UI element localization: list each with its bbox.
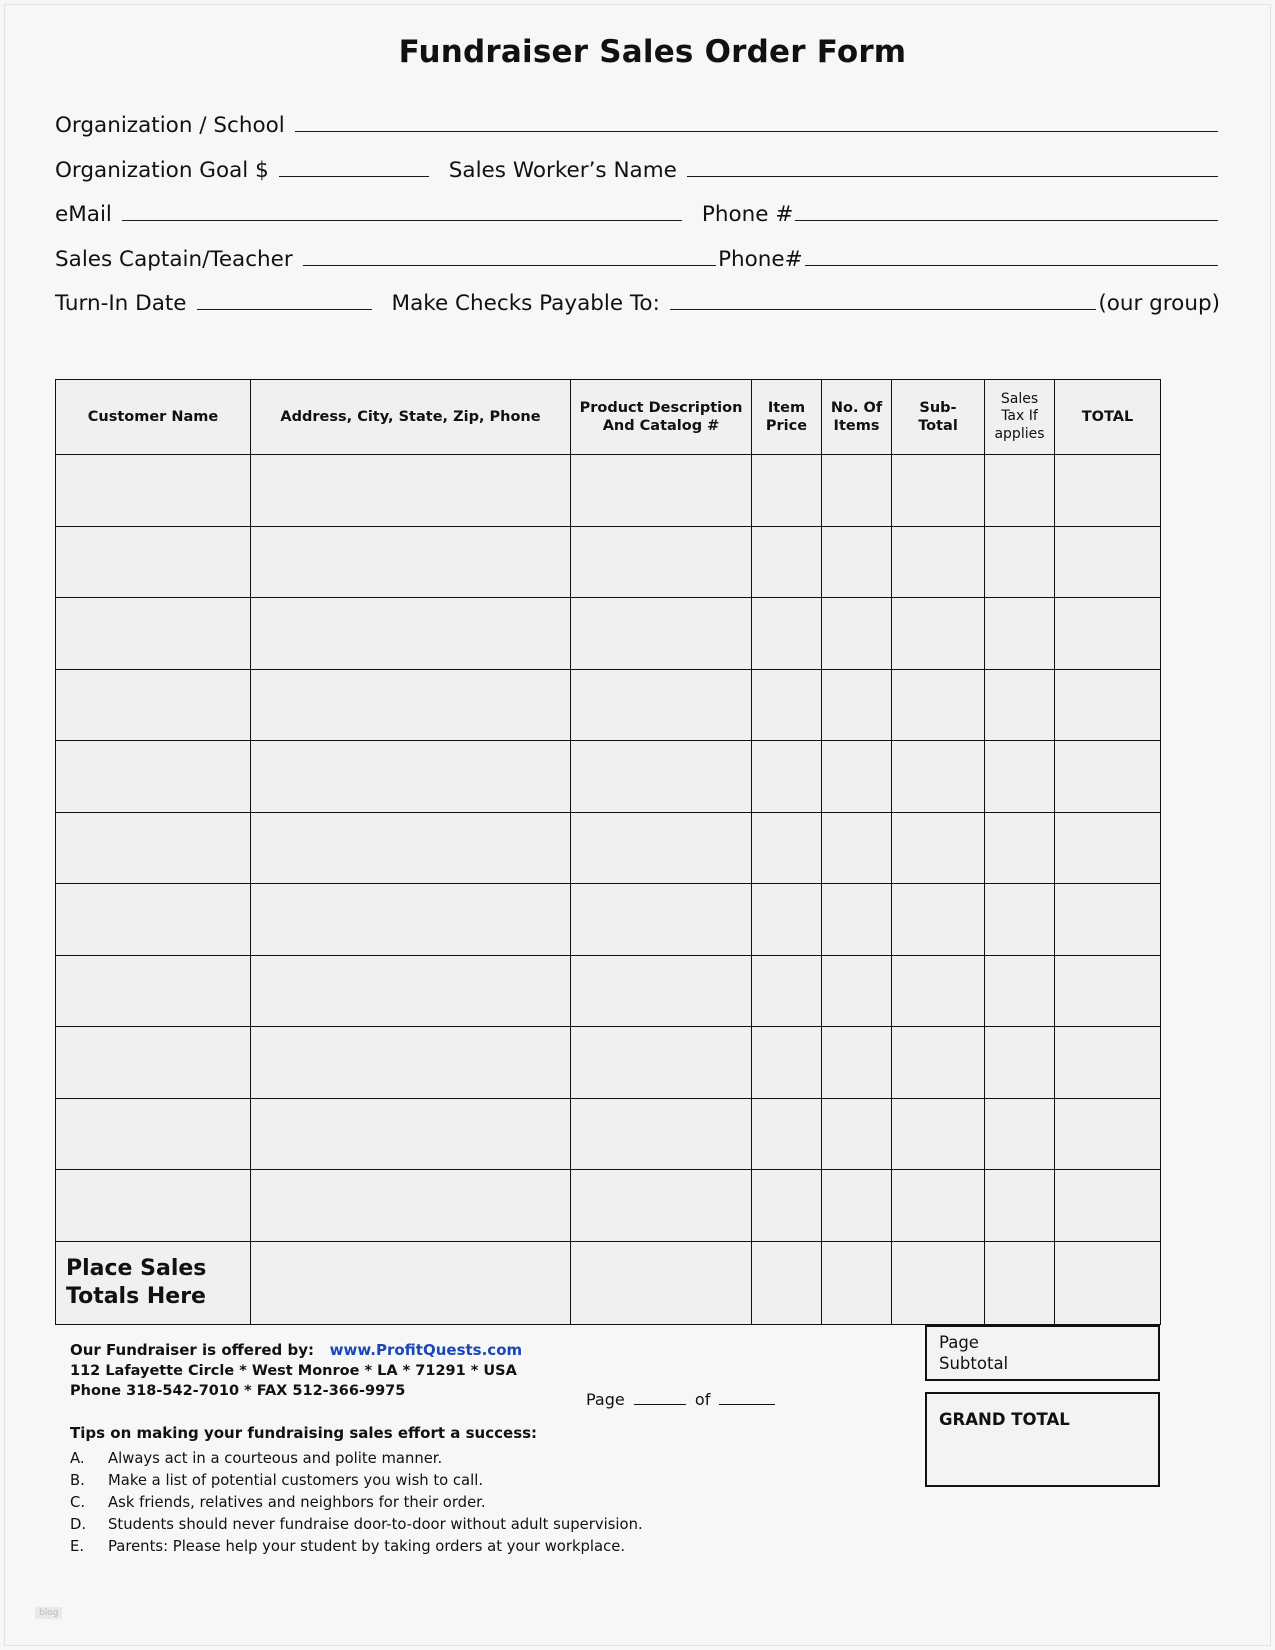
cell-address[interactable] <box>251 1027 571 1099</box>
turn-in-date-label: Turn-In Date <box>55 291 187 316</box>
cell-no-items[interactable] <box>822 955 892 1027</box>
cell-no-items[interactable] <box>822 1170 892 1242</box>
tip-text: Make a list of potential customers you wish to call. <box>108 1471 484 1489</box>
field-turn-in-date <box>55 292 1220 315</box>
cell-no-items[interactable] <box>822 884 892 956</box>
captain-phone-input[interactable] <box>805 248 1218 266</box>
cell-sub-total[interactable] <box>892 669 985 741</box>
field-email-phone <box>55 203 1220 226</box>
cell-total[interactable] <box>1055 455 1161 527</box>
cell-no-items[interactable] <box>822 741 892 813</box>
list-item <box>70 1492 830 1514</box>
field-sales-captain <box>55 248 1220 271</box>
page-count-input[interactable] <box>719 1390 775 1405</box>
table-body <box>56 455 1161 1325</box>
cell-customer-name[interactable] <box>56 812 251 884</box>
our-group-note: (our group) <box>1098 291 1220 316</box>
list-item <box>70 1470 830 1492</box>
cell-item-price[interactable] <box>752 884 822 956</box>
table-row <box>56 455 1161 527</box>
cell-sales-tax[interactable] <box>985 455 1055 527</box>
cell-item-price[interactable] <box>752 455 822 527</box>
table-row <box>56 1027 1161 1099</box>
form-fields <box>55 114 1220 315</box>
header-sales-tax: Sales Tax If applies <box>985 380 1055 455</box>
make-checks-payable-label: Make Checks Payable To: <box>391 291 660 316</box>
cell-sub-total[interactable] <box>892 812 985 884</box>
cell-no-items[interactable] <box>822 812 892 884</box>
cell-sales-tax[interactable] <box>985 1170 1055 1242</box>
sales-worker-name-input[interactable] <box>687 159 1218 177</box>
place-sales-totals-label: Place Sales Totals Here <box>56 1241 251 1325</box>
header-no-of-items: No. Of Items <box>822 380 892 455</box>
totals-cell-total[interactable] <box>1055 1241 1161 1325</box>
page-label: Page <box>586 1390 625 1409</box>
captain-phone-label: Phone# <box>718 246 803 272</box>
organization-school-label: Organization / School <box>55 113 285 138</box>
list-item <box>70 1536 830 1558</box>
footer <box>70 1340 830 1559</box>
page-subtotal-box[interactable] <box>925 1325 1160 1381</box>
cell-customer-name[interactable] <box>56 455 251 527</box>
cell-customer-name[interactable] <box>56 526 251 598</box>
cell-no-items[interactable] <box>822 526 892 598</box>
totals-cell-no-items[interactable] <box>822 1241 892 1325</box>
order-table <box>55 379 1161 1325</box>
table-row <box>56 812 1161 884</box>
company-address: 112 Lafayette Circle * West Monroe * LA * 71291 * USA <box>70 1363 517 1380</box>
cell-address[interactable] <box>251 455 571 527</box>
phone-label: Phone # <box>701 202 794 227</box>
cell-sales-tax[interactable] <box>985 1098 1055 1170</box>
blog-watermark: blog <box>35 1607 62 1619</box>
cell-sales-tax[interactable] <box>985 598 1055 670</box>
cell-no-items[interactable] <box>822 1027 892 1099</box>
organization-goal-label: Organization Goal $ <box>55 157 269 183</box>
cell-product[interactable] <box>571 598 752 670</box>
header-address: Address, City, State, Zip, Phone <box>251 380 571 455</box>
cell-sales-tax[interactable] <box>985 1027 1055 1099</box>
cell-customer-name[interactable] <box>56 741 251 813</box>
cell-product[interactable] <box>571 741 752 813</box>
cell-address[interactable] <box>251 812 571 884</box>
cell-product[interactable] <box>571 1170 752 1242</box>
cell-total[interactable] <box>1055 1027 1161 1099</box>
grand-total-box[interactable] <box>925 1392 1160 1487</box>
sales-worker-name-label: Sales Worker’s Name <box>448 157 677 183</box>
cell-customer-name[interactable] <box>56 1098 251 1170</box>
cell-no-items[interactable] <box>822 1098 892 1170</box>
tip-letter: D. <box>70 1516 87 1534</box>
cell-sub-total[interactable] <box>892 598 985 670</box>
cell-item-price[interactable] <box>752 812 822 884</box>
profitquests-link[interactable]: www.ProfitQuests.com <box>329 1341 523 1359</box>
cell-address[interactable] <box>251 526 571 598</box>
of-label: of <box>694 1390 711 1409</box>
cell-customer-name[interactable] <box>56 598 251 670</box>
cell-product[interactable] <box>571 1098 752 1170</box>
cell-sales-tax[interactable] <box>985 669 1055 741</box>
cell-total[interactable] <box>1055 1098 1161 1170</box>
sales-captain-teacher-label: Sales Captain/Teacher <box>55 246 293 272</box>
phone-input[interactable] <box>795 203 1218 221</box>
table-row <box>56 669 1161 741</box>
organization-school-input[interactable] <box>295 114 1218 132</box>
table-row <box>56 955 1161 1027</box>
field-organization-goal <box>55 159 1220 182</box>
organization-goal-input[interactable] <box>279 159 429 177</box>
cell-item-price[interactable] <box>752 1170 822 1242</box>
header-product-description: Product Description And Catalog # <box>571 380 752 455</box>
tip-text: Ask friends, relatives and neighbors for their order. <box>108 1494 486 1511</box>
cell-product[interactable] <box>571 669 752 741</box>
cell-address[interactable] <box>251 598 571 670</box>
cell-product[interactable] <box>571 1027 752 1099</box>
header-sub-total: Sub- Total <box>892 380 985 455</box>
cell-sales-tax[interactable] <box>985 884 1055 956</box>
table-row <box>56 1098 1161 1170</box>
tip-letter: C. <box>70 1494 86 1511</box>
tips-list <box>70 1448 830 1559</box>
cell-sub-total[interactable] <box>892 1098 985 1170</box>
cell-item-price[interactable] <box>752 741 822 813</box>
tip-text: Always act in a courteous and polite manner. <box>108 1449 443 1467</box>
cell-sub-total[interactable] <box>892 455 985 527</box>
cell-product[interactable] <box>571 455 752 527</box>
totals-cell-address[interactable] <box>251 1241 571 1325</box>
cell-sub-total[interactable] <box>892 741 985 813</box>
page-of-field <box>586 1390 779 1409</box>
cell-total[interactable] <box>1055 598 1161 670</box>
cell-product[interactable] <box>571 955 752 1027</box>
cell-item-price[interactable] <box>752 669 822 741</box>
email-label: eMail <box>55 202 112 227</box>
cell-address[interactable] <box>251 1098 571 1170</box>
cell-customer-name[interactable] <box>56 669 251 741</box>
offered-by-label: Our Fundraiser is offered by: <box>70 1341 314 1359</box>
cell-address[interactable] <box>251 955 571 1027</box>
cell-sales-tax[interactable] <box>985 812 1055 884</box>
cell-customer-name[interactable] <box>56 1170 251 1242</box>
cell-no-items[interactable] <box>822 669 892 741</box>
totals-cell-product[interactable] <box>571 1241 752 1325</box>
tips-title: Tips on making your fundraising sales effort a success: <box>70 1424 538 1443</box>
cell-address[interactable] <box>251 884 571 956</box>
cell-product[interactable] <box>571 884 752 956</box>
email-input[interactable] <box>122 203 682 221</box>
cell-address[interactable] <box>251 669 571 741</box>
tip-letter: B. <box>70 1471 85 1489</box>
cell-total[interactable] <box>1055 884 1161 956</box>
page-subtotal-label-line2: Subtotal <box>939 1353 1009 1373</box>
cell-no-items[interactable] <box>822 455 892 527</box>
cell-customer-name[interactable] <box>56 955 251 1027</box>
cell-item-price[interactable] <box>752 1098 822 1170</box>
cell-sub-total[interactable] <box>892 1170 985 1242</box>
field-organization-school <box>55 114 1220 137</box>
totals-cell-item-price[interactable] <box>752 1241 822 1325</box>
table-header-row <box>56 380 1161 455</box>
cell-total[interactable] <box>1055 812 1161 884</box>
cell-item-price[interactable] <box>752 598 822 670</box>
cell-product[interactable] <box>571 526 752 598</box>
cell-total[interactable] <box>1055 741 1161 813</box>
cell-item-price[interactable] <box>752 955 822 1027</box>
page-title: Fundraiser Sales Order Form <box>398 34 907 70</box>
cell-product[interactable] <box>571 812 752 884</box>
cell-sales-tax[interactable] <box>985 741 1055 813</box>
tip-text: Students should never fundraise door-to-door without adult supervision. <box>108 1516 643 1534</box>
cell-sub-total[interactable] <box>892 955 985 1027</box>
list-item <box>70 1448 830 1470</box>
grand-total-label: GRAND TOTAL <box>939 1410 1070 1429</box>
table-row <box>56 1170 1161 1242</box>
list-item <box>70 1514 830 1536</box>
table-row <box>56 741 1161 813</box>
tip-letter: A. <box>70 1449 85 1467</box>
make-checks-payable-input[interactable] <box>670 292 1097 310</box>
offered-by-line <box>70 1340 830 1360</box>
cell-total[interactable] <box>1055 955 1161 1027</box>
cell-item-price[interactable] <box>752 526 822 598</box>
cell-item-price[interactable] <box>752 1027 822 1099</box>
turn-in-date-input[interactable] <box>197 292 372 310</box>
page-subtotal-label-line1: Page <box>939 1333 979 1352</box>
cell-total[interactable] <box>1055 669 1161 741</box>
table-row <box>56 884 1161 956</box>
header-item-price: Item Price <box>752 380 822 455</box>
cell-total[interactable] <box>1055 1170 1161 1242</box>
cell-no-items[interactable] <box>822 598 892 670</box>
table-row <box>56 598 1161 670</box>
header-customer-name: Customer Name <box>56 380 251 455</box>
sales-captain-teacher-input[interactable] <box>303 248 716 266</box>
cell-total[interactable] <box>1055 526 1161 598</box>
totals-cell-sub-total[interactable] <box>892 1241 985 1325</box>
table-row <box>56 526 1161 598</box>
totals-cell-sales-tax[interactable] <box>985 1241 1055 1325</box>
table-totals-row <box>56 1241 1161 1325</box>
company-phone-fax: Phone 318-542-7010 * FAX 512-366-9975 <box>70 1382 406 1399</box>
tip-text: Parents: Please help your student by taking orders at your workplace. <box>108 1538 626 1556</box>
cell-address[interactable] <box>251 741 571 813</box>
cell-sales-tax[interactable] <box>985 526 1055 598</box>
cell-sub-total[interactable] <box>892 526 985 598</box>
cell-customer-name[interactable] <box>56 1027 251 1099</box>
cell-sub-total[interactable] <box>892 1027 985 1099</box>
cell-customer-name[interactable] <box>56 884 251 956</box>
header-total: TOTAL <box>1055 380 1161 455</box>
page-number-input[interactable] <box>634 1390 686 1405</box>
tip-letter: E. <box>70 1538 85 1556</box>
cell-sales-tax[interactable] <box>985 955 1055 1027</box>
cell-sub-total[interactable] <box>892 884 985 956</box>
cell-address[interactable] <box>251 1170 571 1242</box>
